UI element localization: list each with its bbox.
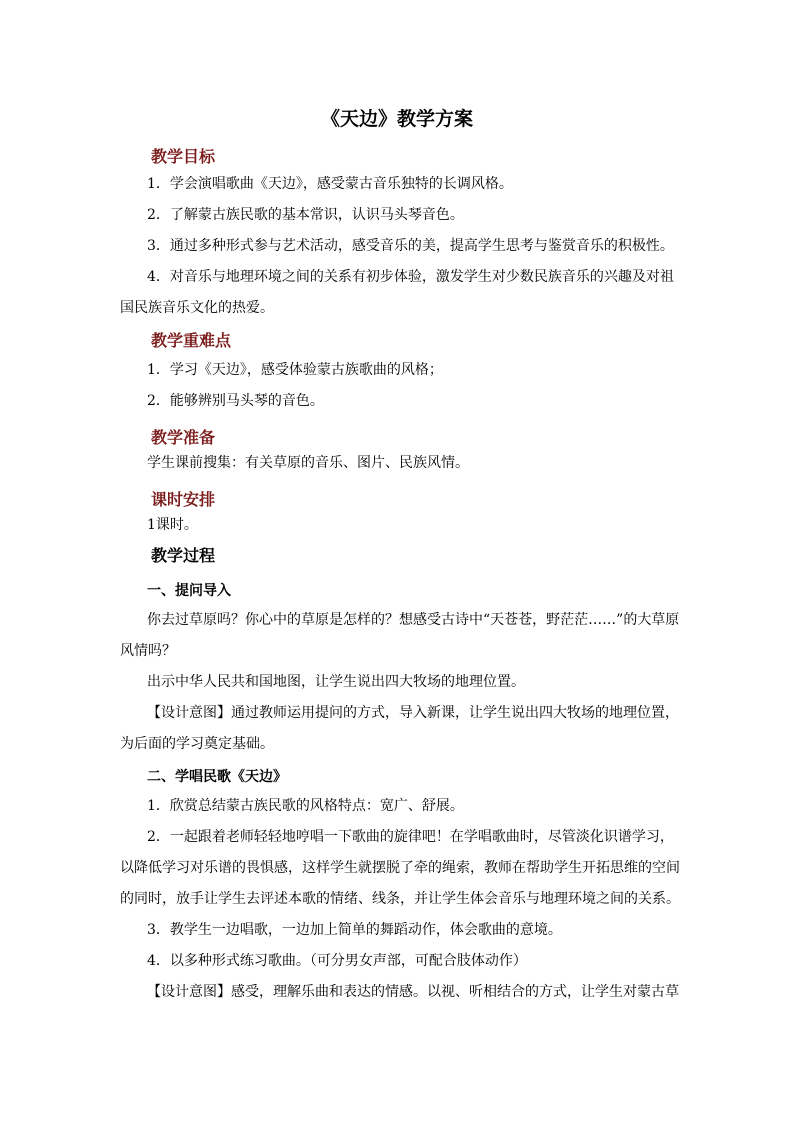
section-1-paragraph-2: 出示中华人民共和国地图，让学生说出四大牧场的地理位置。	[147, 674, 525, 690]
section-2-item-3: 3．教学生一边唱歌，一边加上简单的舞蹈动作，体会歌曲的意境。	[147, 922, 562, 938]
section-2-item-1: 1．欣赏总结蒙古族民歌的风格特点：宽广、舒展。	[147, 798, 464, 814]
section-2-item-2: 2．一起跟着老师轻轻地哼唱一下歌曲的旋律吧！在学唱歌曲时，尽管淡化识谱学习，以降低学习对乐谱的畏惧感，这样学生就摆脱了牵的绳索，教师在帮助学生开拓思维的空间的同时，放手让学生去评述本歌的情绪、线条，并让学生体会音乐与地理环境之间的关系。	[120, 829, 680, 907]
key-points-heading: 教学重难点	[151, 331, 232, 350]
section-1-heading: 一、提问导入	[147, 583, 231, 599]
section-2-heading: 二、学唱民歌《天边》	[147, 769, 287, 785]
document-title: 《天边》教学方案	[320, 108, 473, 130]
process-heading: 教学过程	[151, 546, 216, 565]
goals-heading: 教学目标	[151, 147, 216, 166]
key-point-item-2: 2．能够辨别马头琴的音色。	[147, 393, 324, 409]
key-point-item-1: 1．学习《天边》，感受体验蒙古族歌曲的风格；	[147, 362, 443, 378]
section-2-item-4: 4．以多种形式练习歌曲。（可分男女声部，可配合肢体动作）	[147, 953, 527, 969]
section-2-design-intent: 【设计意图】感受，理解乐曲和表达的情感。以视、听相结合的方式，让学生对蒙古草	[147, 984, 679, 1000]
goal-item-2: 2．了解蒙古族民歌的基本常识，认识马头琴音色。	[147, 207, 464, 223]
schedule-heading: 课时安排	[151, 490, 216, 509]
section-1-design-intent: 【设计意图】通过教师运用提问的方式，导入新课，让学生说出四大牧场的地理位置，为后面的学习奠定基础。	[120, 705, 679, 752]
goal-item-1: 1．学会演唱歌曲《天边》，感受蒙古音乐独特的长调风格。	[147, 176, 513, 192]
schedule-text: 1课时。	[147, 517, 198, 533]
preparation-text: 学生课前搜集：有关草原的音乐、图片、民族风情。	[147, 455, 469, 471]
preparation-heading: 教学准备	[151, 428, 216, 447]
section-1-paragraph-1: 你去过草原吗？你心中的草原是怎样的？想感受古诗中“天苍苍，野茫茫……”的大草原风情吗？	[120, 612, 680, 659]
goal-item-3: 3．通过多种形式参与艺术活动，感受音乐的美，提高学生思考与鉴赏音乐的积极性。	[147, 238, 674, 254]
goal-item-4: 4．对音乐与地理环境之间的关系有初步体验，激发学生对少数民族音乐的兴趣及对祖国民族音乐文化的热爱。	[120, 269, 674, 316]
